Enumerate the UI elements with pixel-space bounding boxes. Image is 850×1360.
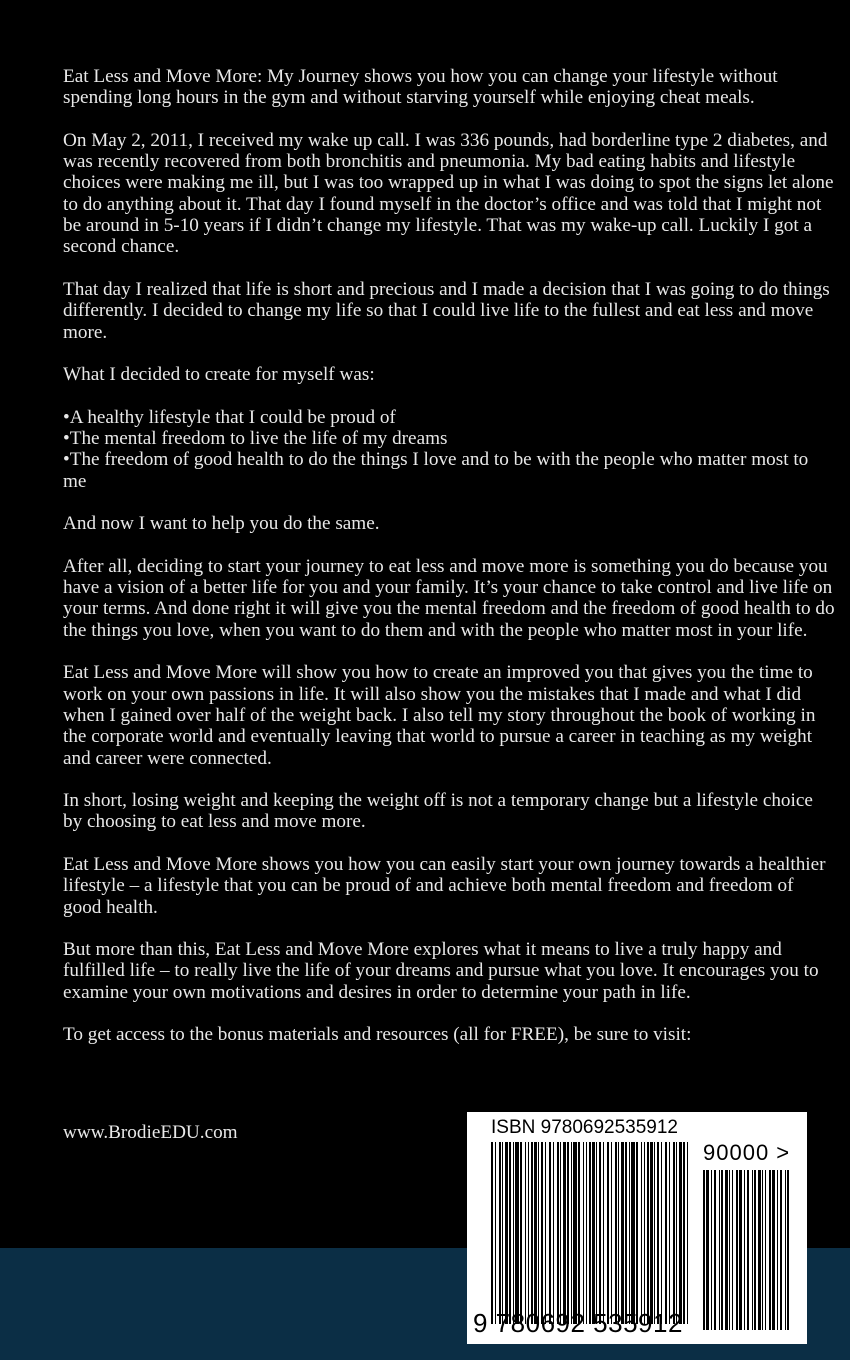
easily-paragraph: Eat Less and Move More shows you how you can easily start your own journey towards a healthier lifestyle – a lifestyle that you can be proud of and achieve both mental freedom and freedom of good health. <box>63 853 826 918</box>
show-paragraph: Eat Less and Move More will show you how to create an improved you that gives you the time to work on your own passions in life. It will also show you the mistakes that I made and what I did when I gained over half of the weight back. I also tell my story throughout the book of working in the corporate world and eventually leaving that world to pursue a career in teaching as my weight and career were connected. <box>63 662 816 769</box>
goal-item: • The mental freedom to live the life of my dreams <box>63 428 835 449</box>
back-cover-description <box>63 66 835 1067</box>
list-intro-paragraph: What I decided to create for myself was: <box>63 364 375 386</box>
goals-list <box>63 407 835 492</box>
isbn-barcode <box>467 1112 807 1344</box>
after-all-paragraph: After all, deciding to start your journey to eat less and move more is something you do because you have a vision of a better life for you and your family. It’s your chance to take control and live life on your terms. And done right it will give you the mental freedom and the freedom of good health to do the things you love, when you want to do them and with the people who matter most in your life. <box>63 555 835 641</box>
decision-paragraph: That day I realized that life is short and precious and I made a decision that I was going to do things differently. I decided to change my life so that I could live life to the fullest and eat less and move more. <box>63 278 830 343</box>
intro-paragraph: Eat Less and Move More: My Journey shows you how you can change your lifestyle without spending long hours in the gym and without starving yourself while enjoying cheat meals. <box>63 66 778 109</box>
story-paragraph: On May 2, 2011, I received my wake up call. I was 336 pounds, had borderline type 2 diabetes, and was recently recovered from both bronchitis and pneumonia. My bad eating habits and lifestyle choices were making me ill, but I was too wrapped up in what I was doing to spot the signs let alone to do anything about it. That day I found myself in the doctor’s office and was told that I might not be around in 5-10 years if I didn’t change my lifestyle. That was my wake-up call. Luckily I got a second chance. <box>63 129 834 258</box>
goal-item: • The freedom of good health to do the things I love and to be with the people who matter most to me <box>63 449 835 492</box>
help-paragraph: And now I want to help you do the same. <box>63 513 380 535</box>
ean-digits: 9 780692 535912 <box>473 1308 683 1338</box>
barcode-bars-icon <box>491 1142 688 1324</box>
goal-item: • A healthy lifestyle that I could be proud of <box>63 407 835 428</box>
short-paragraph: In short, losing weight and keeping the weight off is not a temporary change but a lifestyle choice by choosing to eat less and move more. <box>63 790 813 833</box>
barcode-addon-bars-icon <box>703 1170 789 1330</box>
price-code: 90000 > <box>703 1140 791 1165</box>
website-url: www.BrodieEDU.com <box>63 1122 238 1143</box>
more-paragraph: But more than this, Eat Less and Move More explores what it means to live a truly happy and fulfilled life – to really live the life of your dreams and pursue what you love. It encourages you to examine your own motivations and desires in order to determine your path in life. <box>63 939 819 1003</box>
access-paragraph: To get access to the bonus materials and resources (all for FREE), be sure to visit: <box>63 1024 692 1046</box>
isbn-label: ISBN 9780692535912 <box>491 1117 678 1138</box>
